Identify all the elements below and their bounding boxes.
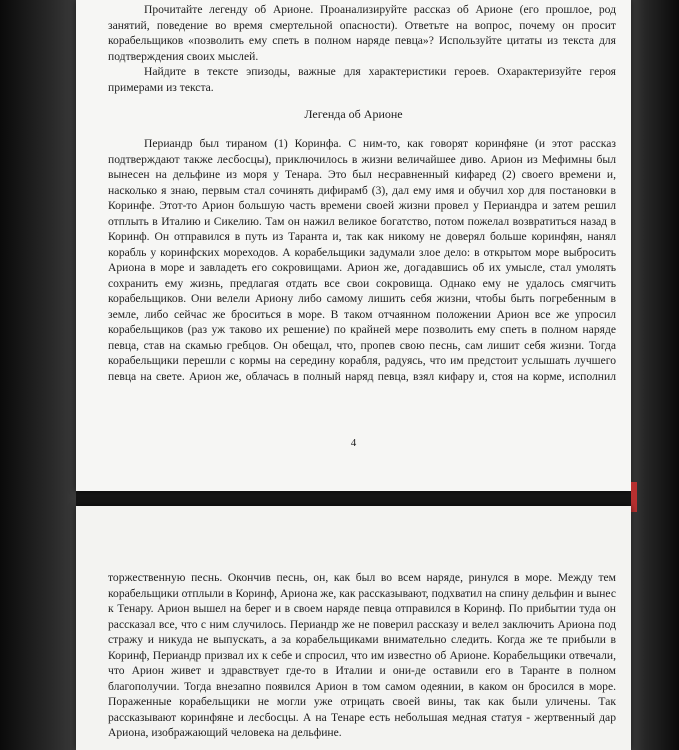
page-edge-marker bbox=[631, 482, 637, 512]
instructions-block bbox=[108, 2, 616, 95]
instructions-paragraph-2: Найдите в тексте эпизоды, важные для характеристики героев. Охарактеризуйте героя примерами из текста. bbox=[108, 65, 616, 94]
continuation-paragraph: торжественную песнь. Окончив песнь, он, как был во всем наряде, ринулся в море. Между тем корабельщики отплыли в Коринф, Ариона же, как рассказывают, подхватил на спину дельфин и вынес к Тенару. Арион вышел на берег и в своем наряде певца отправился в Коринф. По прибытии туда он рассказал все, что с ним случилось. Периандр же не поверил рассказу и велел заключить Ариона под стражу и никуда не выпускать, а за корабельщиками внимательно следить. Когда же те прибыли в Коринф, Периандр призвал их к себе и спросил, что им известно об Арионе. Корабельщики отвечали, что Арион живет и здравствует где-то в Италии и они-де оставили его в Таранте в полном благополучии. Тогда внезапно появился Арион в том самом одеянии, в каком он бросился в море. Пораженные корабельщики не могли уже отрицать своей вины, так как были уличены. Так рассказывают коринфяне и лесбосцы. А на Тенаре есть небольшая медная статуя - жертвенный дар Ариона, изображающий человека на дельфине. bbox=[108, 571, 616, 739]
page-number: 4 bbox=[350, 437, 357, 449]
document-page-5 bbox=[76, 506, 631, 750]
background-left bbox=[0, 0, 76, 750]
background-right bbox=[631, 0, 679, 750]
story-paragraph: Периандр был тираном (1) Коринфа. С ним-то, как говорят коринфяне (и этот рассказ подтверждают также лесбосцы), приключилось в жизни величайшее диво. Арион из Мефимны был вынесен на дельфине из моря у Тенара. Это был несравненный кифаред (2) своего времени и, насколько я знаю, первым стал сочинять дифирамб (3), дал ему имя и обучил хор для постановки в Коринфе. Этот-то Арион большую часть времени своей жизни провел у Периандра и затем решил отплыть в Италию и Сикелию. Там он нажил великое богатство, потом пожелал возвратиться назад в Коринф. Он отправился в путь из Таранта и, так как никому не доверял больше коринфян, нанял корабль у коринфских мореходов. А корабельщики задумали злое дело: в открытом море выбросить Ариона в море и завладеть его сокровищами. Арион же, догадавшись об их умысле, стал умолять сохранить ему жизнь, предлагая отдать все свои сокровища. Однако ему не удалось смягчить корабельщиков. Они велели Ариону либо самому лишить себя жизни, чтобы быть погребенным в земле, либо сейчас же броситься в море. В таком отчаянном положении Арион все же упросил корабельщиков (раз уж таково их решение) по крайней мере позволить ему спеть в полном наряде певца, став на скамью гребцов. Он обещал, что, пропев свою песнь, сам лишит себя жизни. Тогда корабельщики перешли с кормы на середину корабля, радуясь, что им предстоит услышать лучшего певца на свете. Арион же, облачась в полный наряд певца, взял кифару и, стоя на корме, исполнил bbox=[108, 137, 616, 383]
story-text-block bbox=[108, 136, 616, 384]
legend-title: Легенда об Арионе bbox=[304, 107, 403, 121]
instructions-paragraph-1: Прочитайте легенду об Арионе. Проанализируйте рассказ об Арионе (его прошлое, род занятий, поведение во время смертельной опасности). Ответьте на вопрос, почему он просит корабельщиков «позволить ему спеть в полном наряде певца»? Используйте цитаты из текста для подтверждения своих мыслей. bbox=[108, 3, 616, 63]
document-page-4 bbox=[76, 0, 631, 491]
continuation-text-block bbox=[108, 570, 616, 741]
